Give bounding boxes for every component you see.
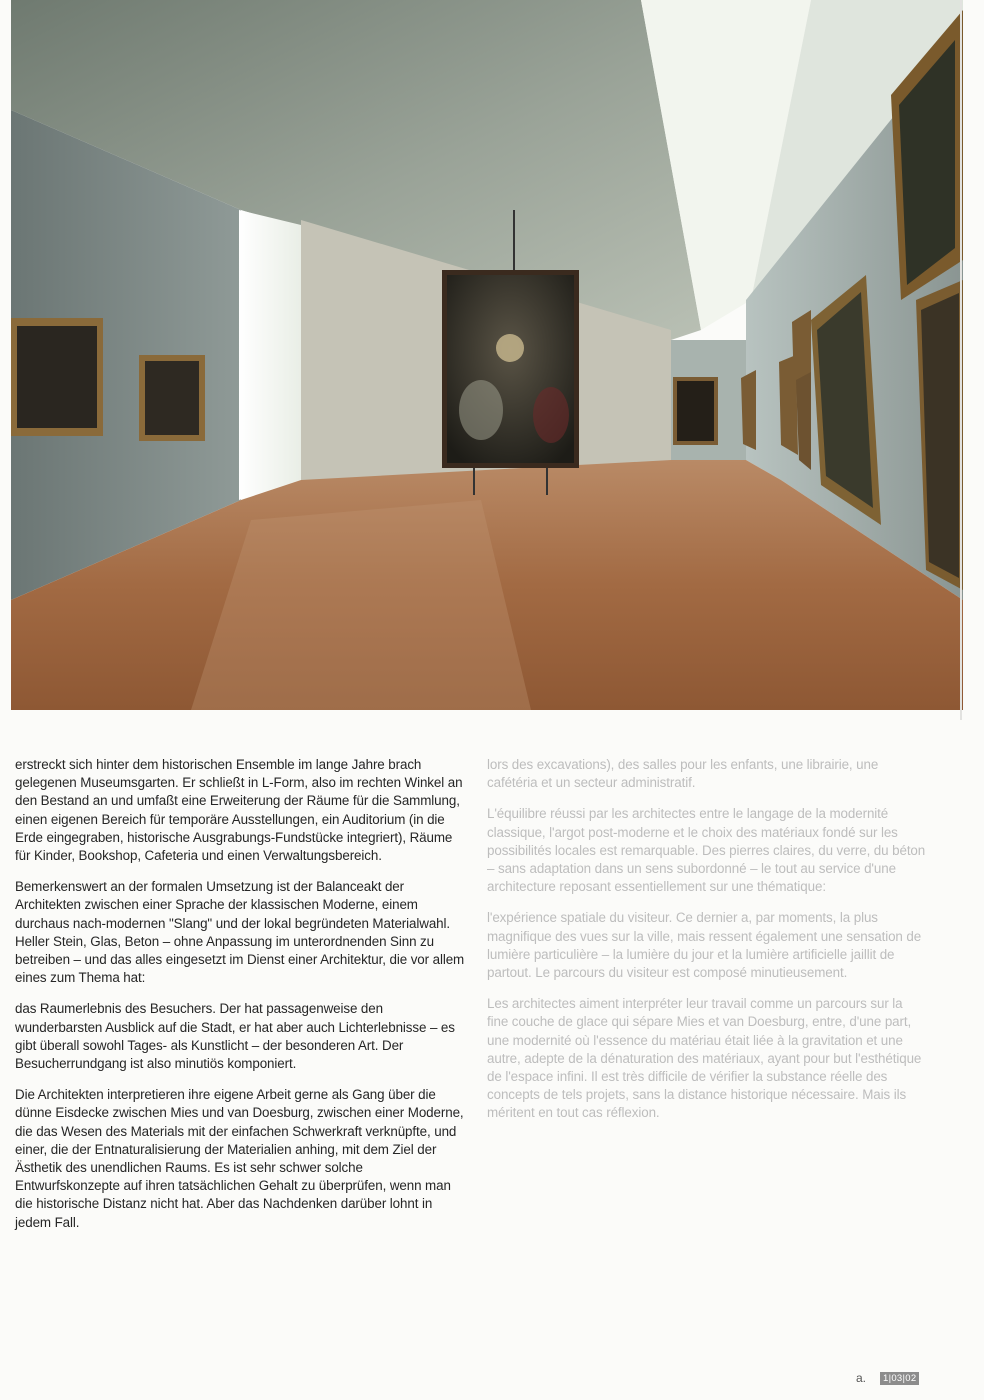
german-paragraph: Die Architekten interpretieren ihre eigene Arbeit gerne als Gang über die dünne Eisdecke zwischen Mies und van Doesburg, zwischen einer Moderne, die das Wesen des Materials mit der einfachen Schwerkraft verknüpfte, und einer, die der Entnaturalisierung der Materialien anhing, mit dem Ziel der Ästhetik des unendlichen Raums. Es ist sehr schwer solche Entwurfskonzepte auf ihren tatsächlichen Gehalt zu überprüfen, wenn man die historische Distanz nicht hat. Aber das Nachdenken darüber lohnt in jedem Fall. <box>15 1087 464 1230</box>
issue-number-badge: 1|03|02 <box>880 1372 919 1385</box>
german-paragraph: erstreckt sich hinter dem historischen Ensemble im lange Jahre brach gelegenen Museumsgarten. Er schließt in L-Form, also im rechten Winkel an den Bestand an und umfaßt eine Erweiterung der Räume für die Sammlung, einen eigenen Bereich für temporäre Ausstellungen, ein Auditorium (in die Erde eingegraben, historische Ausgrabungs-Fundstücke integriert), Räume für Kinder, Bookshop, Cafeteria und einen Verwaltungsbereich. <box>15 757 463 864</box>
french-text-column <box>487 756 927 1136</box>
french-paragraph: lors des excavations), des salles pour les enfants, une librairie, une cafétéria et un secteur administratif. <box>487 757 879 791</box>
column-divider <box>960 0 962 720</box>
french-paragraph: l'expérience spatiale du visiteur. Ce dernier a, par moments, la plus magnifique des vues sur la ville, mais ressent également une sensation de lumière particulière – la lumière du jour et la lumière artificielle jaillit de partout. Le parcours du visiteur est composé minutieusement. <box>487 910 922 981</box>
museum-gallery-photo <box>11 0 963 710</box>
french-paragraph: Les architectes aiment interpréter leur travail comme un parcours sur la fine couche de glace qui sépare Mies et van Doesburg, entre, d'une part, une modernité où l'essence du matériau était liée à la gravitation et une autre, adepte de la dénaturation des matériaux, ayant pour but l'esthétique de l'espace infini. Il est très difficile de vérifier la substance réelle des concepts de tels projets, sans la distance historique nécessaire. Mais ils méritent en tout cas réflexion. <box>487 996 922 1121</box>
german-paragraph: Bemerkenswert an der formalen Umsetzung ist der Balanceakt der Architekten zwischen einer Sprache der klassischen Moderne, einem durchaus nach-modernen "Slang" und der lokal begründeten Materialwahl. Heller Stein, Glas, Beton – ohne Anpassung im unterordnenden Sinn zu betreiben – und das alles eingesetzt im Dienst einer Architektur, die vor allem eines zum Thema hat: <box>15 879 465 986</box>
german-paragraph: das Raumerlebnis des Besuchers. Der hat passagenweise den wunderbarsten Ausblick auf die Stadt, er hat aber auch Lichterlebnisse – es gibt überall sowohl Tages- als Kunstlicht – der besonderen Art. Der Besucherrundgang ist also minutiös komponiert. <box>15 1001 455 1072</box>
french-paragraph: L'équilibre réussi par les architectes entre le langage de la modernité classique, l'argot post-moderne et le choix des matériaux fondé sur les possibilités locales est remarquable. Des pierres claires, du verre, du béton – sans adaptation dans un sens subordonné – le tout au service d'une architecture reposant essentiellement sur une thématique: <box>487 806 926 895</box>
folio-mark: a. <box>856 1371 867 1385</box>
german-text-column <box>15 756 467 1245</box>
